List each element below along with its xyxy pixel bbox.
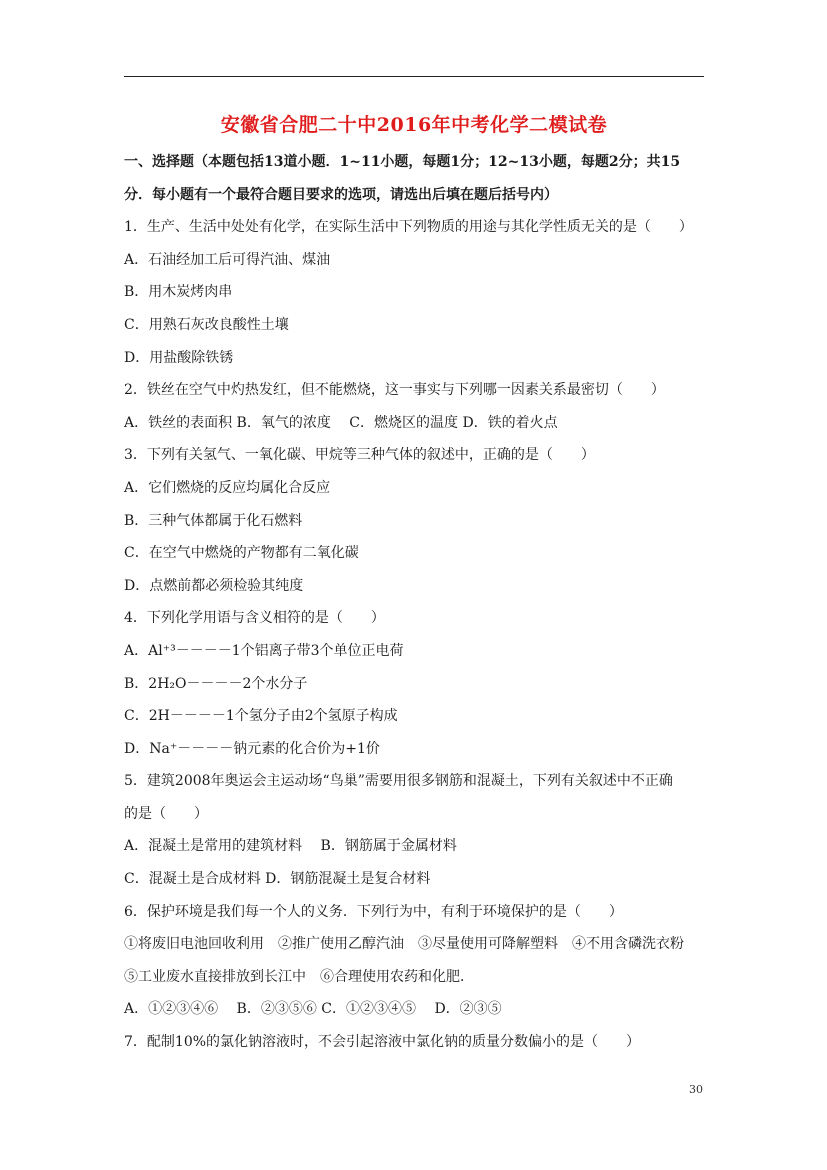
- text-line: B．三种气体都属于化石燃料: [124, 512, 303, 529]
- text-line: A．混凝土是常用的建筑材料 B．钢筋属于金属材料: [124, 838, 457, 855]
- text-line: D．用盐酸除铁锈: [124, 349, 234, 366]
- text-line: ①将废旧电池回收利用 ②推广使用乙醇汽油 ③尽量使用可降解塑料 ④不用含磷洗衣粉: [124, 936, 684, 953]
- text-line: C．混凝土是合成材料 D．钢筋混凝土是复合材料: [124, 871, 431, 888]
- text-line: D．点燃前都必须检验其纯度: [124, 577, 304, 594]
- document-title: 安徽省合肥二十中2016年中考化学二模试卷: [220, 114, 608, 136]
- text-line: 的是（ ）: [124, 805, 208, 822]
- text-line: 7．配制10%的氯化钠溶液时，不会引起溶液中氯化钠的质量分数偏小的是（ ）: [124, 1034, 641, 1051]
- text-line: 4．下列化学用语与含义相符的是（ ）: [124, 610, 385, 627]
- text-line: D．Na⁺－－－－钠元素的化合价为+1价: [124, 740, 380, 757]
- page-number: 30: [689, 1083, 703, 1096]
- text-line: B．2H₂O－－－－2个水分子: [124, 675, 308, 692]
- text-line: C．用熟石灰改良酸性土壤: [124, 316, 289, 333]
- text-line: 5．建筑2008年奥运会主运动场“鸟巢”需要用很多钢筋和混凝土，下列有关叙述中不正确: [124, 773, 673, 790]
- section-heading-line-2: 分．每小题有一个最符合题目要求的选项，请选出后填在题后括号内）: [124, 186, 558, 203]
- text-line: A．Al⁺³－－－－1个铝离子带3个单位正电荷: [124, 642, 404, 659]
- text-line: A．石油经加工后可得汽油、煤油: [124, 251, 331, 268]
- question-lines: [124, 211, 708, 1058]
- text-line: 2．铁丝在空气中灼热发红，但不能燃烧，这一事实与下列哪一因素关系最密切（ ）: [124, 382, 665, 399]
- text-line: C．2H－－－－1个氢分子由2个氢原子构成: [124, 708, 398, 725]
- text-line: A．①②③④⑥ B．②③⑤⑥ C．①②③④⑤ D．②③⑤: [124, 1001, 502, 1018]
- text-line: A．铁丝的表面积 B．氧气的浓度 C．燃烧区的温度 D．铁的着火点: [124, 414, 558, 431]
- section-heading-line-1: 一、选择题（本题包括13道小题．1~11小题，每题1分；12~13小题，每题2分；共15: [124, 154, 681, 170]
- text-line: 6．保护环境是我们每一个人的义务．下列行为中，有利于环境保护的是（ ）: [124, 903, 623, 920]
- document-body: [124, 146, 708, 1059]
- text-line: 3．下列有关氢气、一氧化碳、甲烷等三种气体的叙述中，正确的是（ ）: [124, 447, 595, 464]
- text-line: ⑤工业废水直接排放到长江中 ⑥合理使用农药和化肥．: [124, 968, 474, 985]
- header-rule: [124, 76, 704, 77]
- text-line: B．用木炭烤肉串: [124, 284, 233, 301]
- text-line: C．在空气中燃烧的产物都有二氧化碳: [124, 545, 359, 562]
- text-line: A．它们燃烧的反应均属化合反应: [124, 479, 331, 496]
- text-line: 1．生产、生活中处处有化学，在实际生活中下列物质的用途与其化学性质无关的是（ ）: [124, 219, 693, 236]
